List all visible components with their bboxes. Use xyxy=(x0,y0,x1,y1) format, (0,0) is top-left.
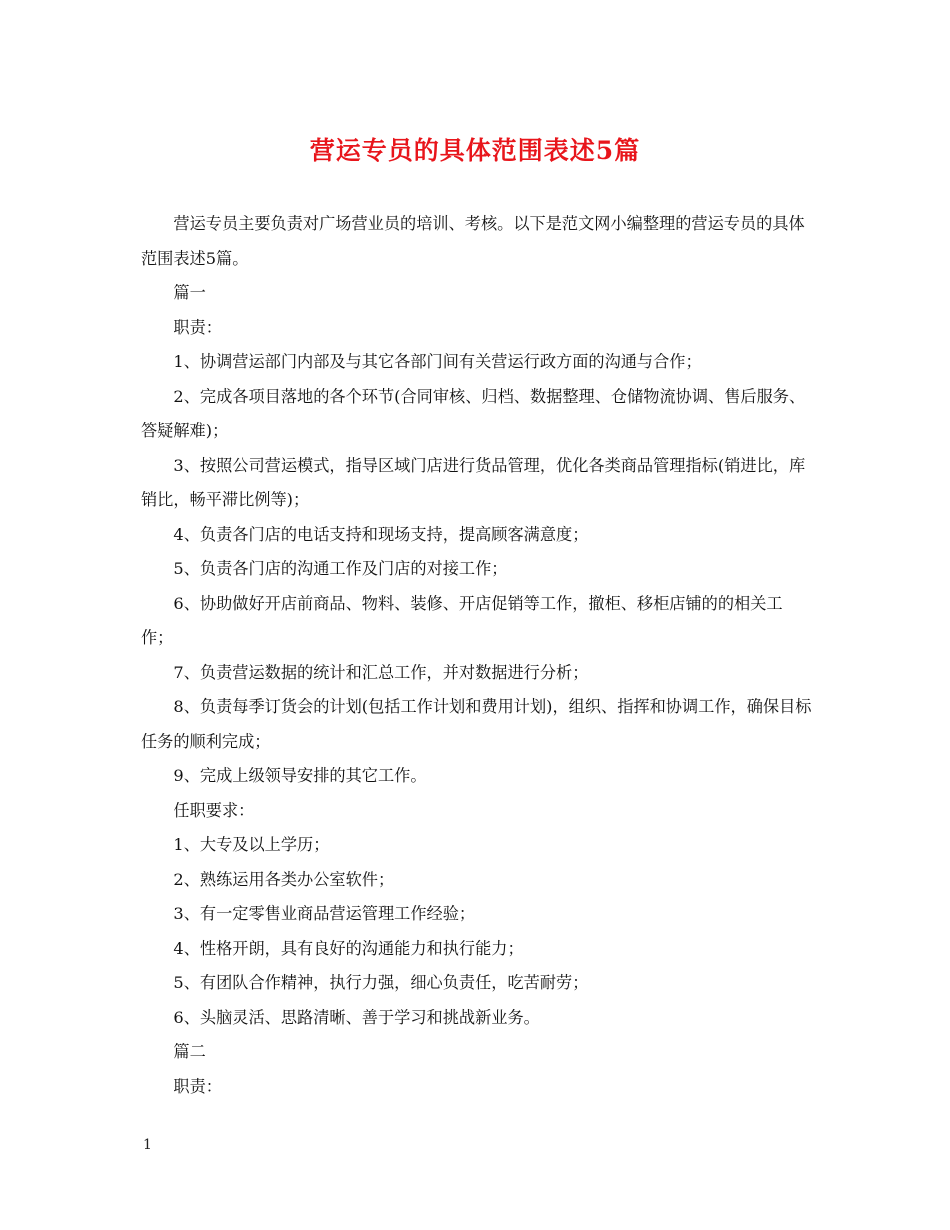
document-body xyxy=(141,207,813,1104)
duty-item-5: 5、负责各门店的沟通工作及门店的对接工作； xyxy=(173,559,508,578)
duty-item-3: 3、按照公司营运模式，指导区域门店进行货品管理，优化各类商品管理指标(销进比，库销比，畅平滞比例等)； xyxy=(141,455,806,509)
requirement-item-6: 6、头脑灵活、思路清晰、善于学习和挑战新业务。 xyxy=(173,1007,540,1027)
duty-item-9: 9、完成上级领导安排的其它工作。 xyxy=(173,766,427,785)
requirement-item-2: 2、熟练运用各类办公室软件； xyxy=(173,869,395,889)
section-heading-1: 篇一 xyxy=(173,283,206,302)
duty-item-4: 4、负责各门店的电话支持和现场支持，提高顾客满意度； xyxy=(173,524,589,544)
duty-item-6: 6、协助做好开店前商品、物料、装修、开店促销等工作，撤柜、移柜店铺的的相关工作； xyxy=(141,593,783,647)
subheading-duties-1: 职责： xyxy=(173,317,222,337)
subheading-requirements: 任职要求： xyxy=(173,800,255,820)
page-number: 1 xyxy=(143,1137,152,1153)
subheading-duties-2: 职责： xyxy=(173,1076,222,1096)
section-heading-2: 篇二 xyxy=(173,1042,206,1061)
document-title: 营运专员的具体范围表述5篇 xyxy=(309,136,641,165)
duty-item-8: 8、负责每季订货会的计划(包括工作计划和费用计划)，组织、指挥和协调工作，确保目标任务的顺利完成； xyxy=(141,697,812,751)
requirement-item-3: 3、有一定零售业商品营运管理工作经验； xyxy=(173,904,476,923)
duty-item-1: 1、协调营运部门内部及与其它各部门间有关营运行政方面的沟通与合作； xyxy=(173,352,702,371)
duty-item-2: 2、完成各项目落地的各个环节(合同审核、归档、数据整理、仓储物流协调、售后服务、答疑解难)； xyxy=(141,386,806,440)
requirement-item-5: 5、有团队合作精神，执行力强，细心负责任，吃苦耐劳； xyxy=(173,973,589,992)
duty-item-7: 7、负责营运数据的统计和汇总工作，并对数据进行分析； xyxy=(173,662,589,682)
paragraph-intro: 营运专员主要负责对广场营业员的培训、考核。以下是范文网小编整理的营运专员的具体范围表述5篇。 xyxy=(141,214,805,268)
requirement-item-4: 4、性格开朗，具有良好的沟通能力和执行能力； xyxy=(173,938,524,958)
requirement-item-1: 1、大专及以上学历； xyxy=(173,835,330,854)
